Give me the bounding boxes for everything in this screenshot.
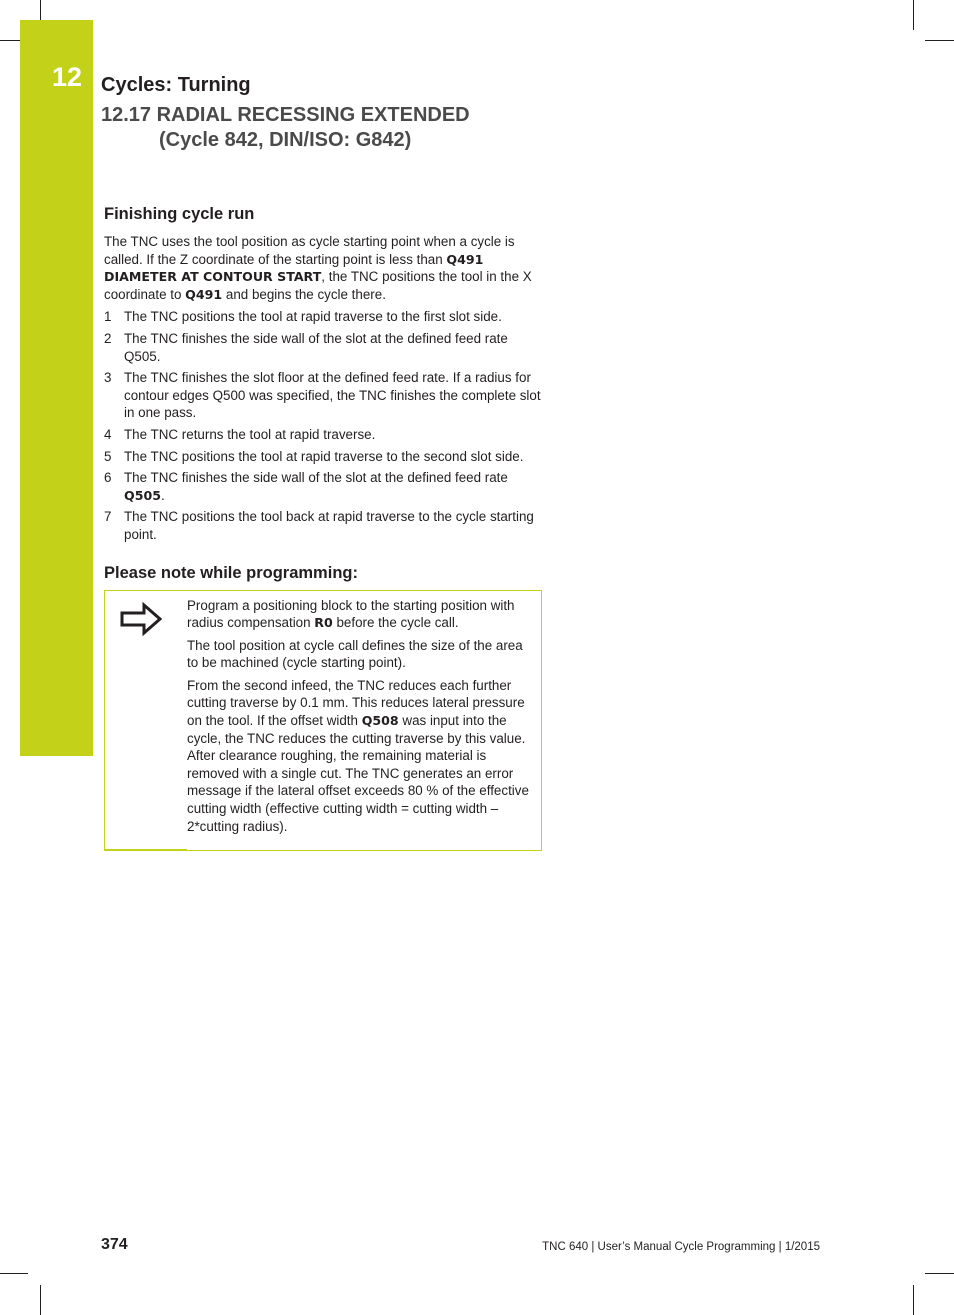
intro-text: , the TNC positions the tool in the X coordinate to: [104, 269, 532, 302]
crop-mark: [40, 0, 41, 20]
step-number: 2: [104, 330, 112, 346]
note-accent-bar: [104, 849, 187, 851]
list-item: [104, 448, 544, 466]
step-number: 4: [104, 426, 112, 442]
steps-list: [104, 308, 544, 543]
finishing-heading: Finishing cycle run: [104, 205, 255, 223]
step-number: 5: [104, 448, 112, 464]
step-text: The TNC positions the tool at rapid traverse to the first slot side.: [124, 309, 502, 325]
step-text: The TNC returns the tool at rapid traverse.: [124, 426, 376, 442]
footer-text: TNC 640 | User’s Manual Cycle Programming | 1/2015: [542, 1241, 820, 1253]
param-q508: Q508: [361, 713, 399, 729]
step-number: 7: [104, 509, 112, 525]
intro-text: The TNC uses the tool position as cycle starting point when a cycle is called. If the Z coordinate of the starting point is less than: [104, 234, 515, 267]
list-item: [104, 508, 544, 543]
step-text: The TNC positions the tool back at rapid traverse to the cycle starting point.: [124, 509, 534, 542]
note-text-run: was input into the cycle, the TNC reduces the cutting traverse by this value. After clearance roughing, the remaining material is removed with a single cut. The TNC generates an error message if the lateral offset exceeds 80 % of the effective cutting width (effective cutting width = cutting width –2*cutting radius).: [187, 713, 529, 834]
note-text-run: From the second infeed, the TNC reduces each further cutting traverse by 0.1 mm. This reduces lateral pressure on the tool. If the offset width: [187, 677, 525, 729]
step-text: The TNC finishes the side wall of the slot at the defined feed rate: [124, 470, 508, 486]
step-text: .: [161, 487, 165, 503]
crop-mark: [913, 0, 914, 30]
arrow-right-icon: [119, 601, 163, 637]
crop-mark: [0, 1273, 28, 1274]
note-box: [104, 590, 542, 852]
step-number: 1: [104, 309, 112, 325]
intro-text: and begins the cycle there.: [222, 286, 386, 302]
note-paragraph: [187, 677, 535, 835]
step-text: The TNC positions the tool at rapid traverse to the second slot side.: [124, 448, 524, 464]
step-text: The TNC finishes the slot floor at the defined feed rate. If a radius for contour edges Q500 was specified, the TNC finishes the complete slot in one pass.: [124, 370, 541, 421]
param-r0: R0: [314, 615, 333, 631]
list-item: [104, 469, 544, 504]
list-item: [104, 369, 544, 422]
list-item: [104, 426, 544, 444]
list-item: [104, 308, 544, 326]
note-text: [187, 591, 541, 851]
param-q505: Q505: [124, 487, 161, 503]
note-text-run: Program a positioning block to the starting position with radius compensation: [187, 597, 515, 631]
finishing-intro: [104, 233, 544, 303]
chapter-title: Cycles: Turning: [101, 74, 251, 96]
section-title: [101, 103, 470, 153]
step-text: The TNC finishes the side wall of the slot at the defined feed rate Q505.: [124, 330, 508, 364]
step-number: 6: [104, 470, 112, 486]
param-q491: Q491: [185, 286, 223, 302]
crop-mark: [40, 1285, 41, 1315]
crop-mark: [925, 1273, 954, 1274]
step-number: 3: [104, 370, 112, 386]
chapter-number: 12: [52, 62, 83, 92]
section-title-line1: 12.17 RADIAL RECESSING EXTENDED: [101, 104, 470, 126]
chapter-tab: [20, 20, 93, 756]
list-item: [104, 330, 544, 365]
note-paragraph: The tool position at cycle call defines the size of the area to be machined (cycle starting point).: [187, 637, 523, 671]
note-heading: Please note while programming:: [104, 563, 358, 582]
page-number: 374: [101, 1236, 128, 1253]
note-text-run: before the cycle call.: [332, 615, 459, 631]
param-q491-name: Q491 DIAMETER AT CONTOUR START: [104, 251, 484, 285]
note-paragraph: [187, 597, 535, 632]
crop-mark: [925, 40, 954, 41]
section-title-line2: (Cycle 842, DIN/ISO: G842): [159, 129, 412, 151]
crop-mark: [0, 40, 20, 41]
crop-mark: [913, 1285, 914, 1315]
main-content: [104, 203, 544, 851]
